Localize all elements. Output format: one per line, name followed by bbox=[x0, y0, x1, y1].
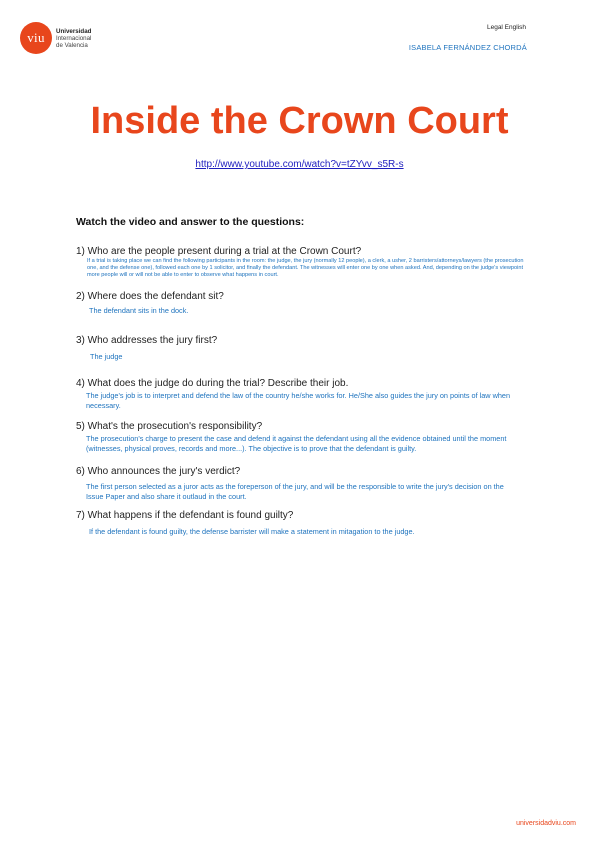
logo-wordmark bbox=[56, 28, 91, 49]
question-4: 4) What does the judge do during the trial? Describe their job. bbox=[76, 378, 349, 389]
question-3: 3) Who addresses the jury first? bbox=[76, 335, 218, 346]
course-label: Legal English bbox=[486, 24, 526, 31]
question-7: 7) What happens if the defendant is found guilty? bbox=[76, 510, 294, 521]
question-1: 1) Who are the people present during a trial at the Crown Court? bbox=[76, 246, 362, 257]
video-link[interactable]: http://www.youtube.com/watch?v=tZYvv_s5R-s bbox=[195, 159, 404, 170]
question-5: 5) What's the prosecution's responsibility? bbox=[76, 421, 263, 432]
answer-1: If a trial is taking place we can find the following participants in the room: the judge, the jury (normally 12 people), a clerk, a usher, 2 barristers/attorneys/lawyers (the prosecution one, and the defense one), followed each one by 1 solicitor, and finally the defendant. The witnesses will enter one by one when asked. And, depending on the judge's viewpoint more people will or will not be able to enter to observe what happens in court. bbox=[87, 258, 524, 278]
answer-6: The first person selected as a juror acts as the foreperson of the jury, and will be the responsible to write the jury's decision on the Issue Paper and also share it outlaud in the court. bbox=[86, 482, 504, 501]
question-2: 2) Where does the defendant sit? bbox=[76, 291, 224, 302]
logo-line-1: Universidad bbox=[56, 27, 92, 35]
logo-line-3: de Valencia bbox=[56, 41, 88, 49]
answer-7: If the defendant is found guilty, the defense barrister will make a statement in mitagation to the judge. bbox=[89, 527, 415, 536]
answer-2: The defendant sits in the dock. bbox=[89, 306, 189, 315]
university-logo bbox=[20, 22, 91, 54]
author-name: ISABELA FERNÁNDEZ CHORDÁ bbox=[408, 43, 527, 52]
instructions-heading: Watch the video and answer to the questions: bbox=[76, 216, 305, 228]
page-title: Inside the Crown Court bbox=[90, 100, 509, 142]
footer-website: universidadviu.com bbox=[516, 820, 576, 827]
logo-line-2: Internacional bbox=[56, 34, 92, 42]
answer-5: The prosecution's charge to present the case and defend it against the defendant using all the evidence obtained until the moment (witnesses, physical proves, records and more...). The objective is to prove that the defendant is guilty. bbox=[86, 434, 507, 453]
viu-logo-mark: viu bbox=[20, 22, 52, 54]
answer-4: The judge's job is to interpret and defend the law of the country he/she works for. He/She also guides the jury on points of law when necessary. bbox=[86, 391, 511, 410]
course-label-container bbox=[487, 24, 526, 31]
answer-3: The judge bbox=[90, 352, 123, 361]
question-6: 6) Who announces the jury's verdict? bbox=[76, 466, 241, 477]
